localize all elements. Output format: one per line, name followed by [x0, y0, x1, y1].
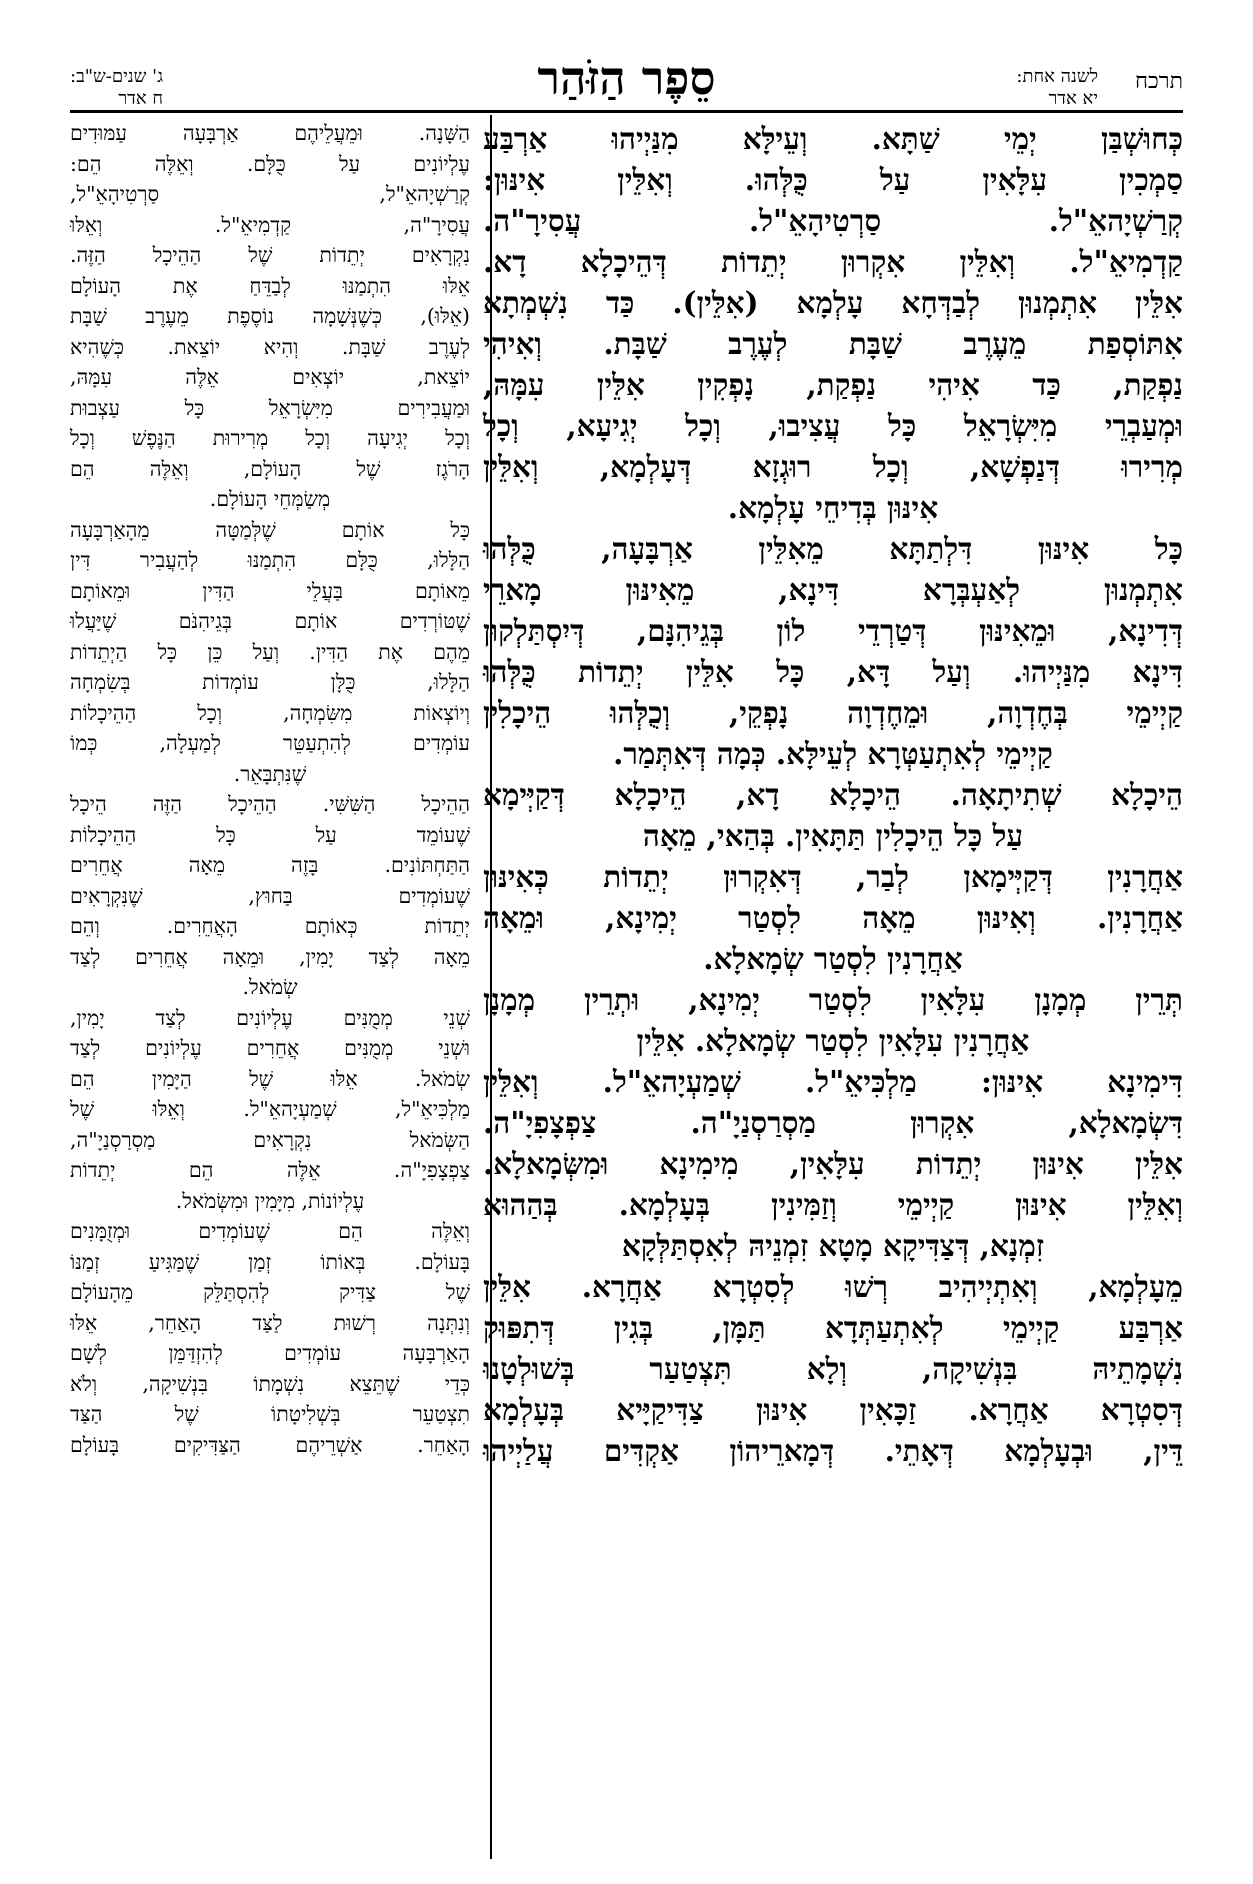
side-line: תִצְטַעֵר בְּשְׁלִיטָתוֹ שֶׁל הַצַּד	[70, 1402, 470, 1426]
header-right-line: לשנה אחת:	[1016, 66, 1098, 87]
main-line: סַמְכִין עִלָּאִין עַל כֻּלְּהוּ. וְאִלֵּין אִינּוּן:	[483, 162, 1183, 197]
side-line: לְעֶרֶב שַׁבָּת. וְהִיא יוֹצֵאת. כְּשֶׁהִיא	[70, 334, 470, 359]
page-header	[70, 52, 1183, 112]
side-line: הַשָּׁנָה. וּמֵעֲלֵיהֶם אַרְבָּעָה עַמּוּדִים	[70, 121, 470, 145]
main-line: אַחֲרָנִין לִסְטַר שְׂמָאלָא.	[703, 941, 963, 976]
side-line: (אֵלּוּ), כְּשֶׁנְּשָׁמָה נוֹסֶפֶת מֵעֶרֶב שַׁבָּת	[70, 304, 470, 328]
side-line: מֵאָה לְצַד יָמִין, וּמֵאָה אֲחֵרִים לְצַד	[70, 944, 470, 969]
header-left-line: ג' שנים-ש"ב:	[70, 66, 164, 87]
side-line: הַלָּלוּ, כֻּלָּם הִתְמַנּוּ לְהַעֲבִיר דִּין	[70, 548, 470, 572]
main-line: דִּימִינָא אִינּוּן: מַלְכִּיאֵ"ל. שְׁמַעְיָהאֵ"ל. וְאִלֵּין	[483, 1064, 1183, 1099]
side-line: אֵלּוּ הִתְמַנּוּ לְבַדֵּחַ אֶת הָעוֹלָם	[70, 273, 470, 298]
side-line: הַשְּׂמֹאל נִקְרָאִים מַסְרַסְנַיָ"ה,	[70, 1127, 470, 1152]
side-line: וְכָל יְגִיעָה וְכָל מְרִירוּת הַנֶּפֶשׁ וְכָל	[70, 426, 470, 450]
header-rule	[70, 110, 1183, 113]
side-line: שֶׁנִּתְבָּאֵר.	[233, 761, 307, 786]
side-line: וּמַעֲבִירִים מִיִּשְׂרָאֵל כָּל עַצְבוּת	[70, 395, 470, 420]
main-line: אַחֲרָנִין. וְאִינּוּן מֵאָה לִסְטַר יְמִינָא, וּמֵאָה	[483, 900, 1183, 935]
hebrew-translation-column	[70, 118, 470, 1460]
main-line: דְּדִינָא, וּמֵאִינּוּן דְּטַרְדֵי לוֹן בְּגֵיהִנָּם, דְּיִסְתַּלְקוּן	[483, 613, 1183, 648]
main-line: אַחֲרָנִין דְּקַיְּימָאן לְבַר, דְּאִקְרוּן יְתֵדוֹת כְּאִינּוּן	[483, 859, 1183, 894]
side-line: כְּדֵי שֶׁתֵּצֵא נִשְׁמָתוֹ בִּנְשִׁיקָה, וְלֹא	[70, 1371, 470, 1396]
side-line: יְתֵדוֹת כְּאוֹתָם הָאֲחֵרִים. וְהֵם	[70, 914, 470, 938]
side-line: שֶׁעוֹמְדִים בַּחוּץ, שֶׁנִּקְרָאִים	[70, 883, 470, 908]
main-line: אַחֲרָנִין עִלָּאִין לִסְטַר שְׂמָאלָא. אִלֵּין	[636, 1023, 1030, 1058]
main-line: זִמְנָא, דְּצַדִּיקָא מָטָא זִמְנֵיהּ לְאִסְתַּלְּקָא	[621, 1228, 1045, 1263]
main-line: קְרַשְׁיָהאֵ"ל. סַרְטִיהָאֵ"ל. עֲסִירָ"ה.	[483, 203, 1183, 238]
main-line: מְרִירוּ דְּנַפְשָׁא, וְכָל רוּגְזָא דְּעָלְמָא, וְאִלֵּין	[483, 449, 1183, 484]
side-line: וּשְׁנֵי מְמֻנִּים אֲחֵרִים עֶלְיוֹנִים לְצַד	[70, 1036, 470, 1060]
main-line: דִּינָא מִנַּיְיהוּ. וְעַל דָּא, כָּל אִלֵּין יְתֵדוֹת כֻּלְּהוּ	[483, 654, 1183, 689]
aramaic-main-column	[483, 118, 1183, 1471]
side-line: הַהֵיכָל הַשִּׁשִּׁי. הַהֵיכָל הַזֶּה הֵיכָל	[70, 792, 470, 816]
main-line: דְּסִטְרָא אַחֲרָא. זַכָּאִין אִינּוּן צַדִּיקַיָּיא בְּעָלְמָא	[483, 1392, 1183, 1427]
main-line: נִשְׁמָתֵיהּ בִּנְשִׁיקָה, וְלָא תִּצְטַעַר בְּשׁוּלְטָנוּ	[483, 1351, 1183, 1386]
header-left-schedule	[70, 66, 163, 110]
main-line: קַיְימֵי בְּחֶדְוָה, וּמֵחֶדְוָה נָפְקֵי, וְכֻלְּהוּ הֵיכָלִין	[483, 695, 1183, 730]
main-line: אִלֵּין אִינּוּן יְתֵדוֹת עִלָּאִין, מִימִינָא וּמִשְּׂמָאלָא.	[483, 1146, 1183, 1181]
side-line: בָּעוֹלָם. בְּאוֹתוֹ זְמַן שֶׁמַּגִּיעַ זְמַנּוֹ	[70, 1249, 470, 1274]
header-left-date: ח אדר	[118, 88, 164, 109]
main-line: וְאִלֵּין אִינּוּן קַיְימֵי וְזַמִּינִין בְּעָלְמָא. בְּהַהוּא	[483, 1187, 1183, 1222]
main-line: נַפְקַת, כַּד אִיהִי נַפְקַת, נָפְקִין אִלֵּין עִמָּהּ,	[483, 367, 1183, 402]
side-line: הַתַּחְתּוֹנִים. בָּזֶה מֵאָה אֲחֵרִים	[70, 853, 470, 877]
main-line: אִתּוֹסְפַת מֵעֶרֶב שַׁבָּת לְעֶרֶב שַׁבָּת. וְאִיהִי	[483, 326, 1183, 361]
main-line: תְּרֵין מְמָנָן עִלָּאִין לִסְטַר יְמִינָא, וּתְרֵין מְמָנָן	[483, 982, 1183, 1017]
main-line: אִינּוּן בְּדִיחֵי עָלְמָא.	[727, 490, 939, 525]
main-line: וּמְעַבְרֵי מִיִּשְׂרָאֵל כָּל עֲצִיבוּ, וְכָל יְגִיעָא, וְכָל	[483, 408, 1183, 443]
side-line: עֶלְיוֹנִים עַל כֻּלָּם. וְאֵלֶּה הֵם:	[70, 151, 470, 176]
side-line: הָרֹגֶז שֶׁל הָעוֹלָם, וְאֵלֶּה הֵם	[70, 456, 470, 481]
side-line: קְרַשְׁיָהאֵ"ל, סַרְטִיהָאֵ"ל,	[70, 182, 470, 206]
side-line: שְׁנֵי מְמֻנִּים עֶלְיוֹנִים לְצַד יָמִין,	[70, 1005, 470, 1030]
side-line: מְשַׂמְּחֵי הָעוֹלָם.	[209, 487, 331, 511]
main-line: קַדְמִיאֵ"ל. וְאִלֵּין אִקְרוּן יְתֵדוֹת דְּהֵיכָלָא דָא.	[483, 244, 1183, 279]
side-line: צַפְצָפִיָ"ה. אֵלֶּה הֵם יְתֵדוֹת	[70, 1158, 470, 1182]
main-line: אִתְמְנוּן לְאַעְבְּרָא דִּינָא, מֵאִינּוּן מָארֵי	[483, 572, 1183, 607]
side-line: שֶׁל צַדִּיק לְהִסְתַּלֵּק מֵהָעוֹלָם	[70, 1280, 470, 1304]
side-line: עֶלְיוֹנוֹת, מִיָּמִין וּמִשְּׂמֹאל.	[175, 1188, 365, 1213]
side-line: וְנִתְּנָה רְשׁוּת לַצַּד הָאַחֵר, אֵלּוּ	[70, 1310, 470, 1335]
side-line: מֵהֶם אֶת הַדִּין. וְעַל כֵּן כָּל הַיְתֵדוֹת	[70, 639, 470, 664]
main-line: כְּחוּשְׁבַּן יְמֵי שַׁתָּא. וְעֵילָּא מִנַּיְיהוּ אַרְבַּע	[483, 121, 1183, 156]
side-line: וְאֵלֶּה הֵם שֶׁעוֹמְדִים וּמְזֻמָּנִים	[70, 1219, 470, 1243]
main-line: מֵעָלְמָא, וְאִתְיְיהִיב רְשׁוּ לְסִטְרָא אַחֲרָא. אִלֵּין	[483, 1269, 1183, 1304]
side-line: וְיוֹצְאוֹת מִשִּׂמְחָה, וְכָל הַהֵיכָלוֹת	[70, 700, 470, 725]
main-line: כָּל אִינּוּן דִּלְתַתָּא מֵאִלֵּין אַרְבָּעָה, כֻּלְּהוּ	[483, 531, 1183, 566]
side-line: מַלְכִּיאֵ"ל, שְׁמַעְיָהאֵ"ל. וְאֵלּוּ שֶׁל	[70, 1097, 470, 1121]
side-line: שֶׁטּוֹרְדִים אוֹתָם בְּגֵיהִנֹּם שֶׁיַּעֲלוּ	[70, 609, 470, 633]
main-line: דִּשְׂמָאלָא, אִקְרוּן מַסְרַסְנַיָ"ה. צַפְצָפִיָ"ה.	[483, 1105, 1183, 1140]
side-line: שֶׁעוֹמֵד עַל כָּל הַהֵיכָלוֹת	[70, 822, 470, 847]
side-line: עֲסִירָ"ה, קַדְמִיאֵ"ל. וְאֵלּוּ	[70, 212, 470, 237]
side-line: הָאַרְבָּעָה עוֹמְדִים לְהִזְדַּמֵּן לְשָׁם	[70, 1341, 470, 1365]
side-line: יוֹצֵאת, יוֹצְאִים אֵלֶּה עִמָּהּ,	[70, 365, 470, 389]
side-line: הָאַחֵר. אַשְׁרֵיהֶם הַצַּדִּיקִים בָּעוֹלָם	[70, 1432, 470, 1457]
main-line: דֵּין, וּבְעָלְמָא דְּאָתֵי. דְּמָארֵיהוֹן אַקְדִּים עֲלַיְיהוּ	[483, 1433, 1183, 1468]
side-line: מֵאוֹתָם בַּעֲלֵי הַדִּין וּמֵאוֹתָם	[70, 578, 470, 603]
main-line: אַרְבַּע קַיְימֵי לְאִתְעַתְּדָא תַּמָּן, בְּגִין דְּתִפּוּק	[483, 1310, 1183, 1345]
side-line: כָּל אוֹתָם שֶׁלְּמַטָּה מֵהָאַרְבָּעָה	[70, 517, 470, 542]
side-line: נִקְרָאִים יְתֵדוֹת שֶׁל הַהֵיכָל הַזֶּה.	[70, 243, 470, 267]
header-right-date: יא אדר	[1048, 88, 1098, 109]
main-line: אִלֵּין אִתְמְנוּן לְבַדְּחָא עָלְמָא (אִלֵּין). כַּד נִשְׁמְתָא	[483, 285, 1183, 320]
side-line: שְׂמֹאל.	[242, 975, 298, 999]
book-title: סֵפֶר הַזֹּהַר	[537, 51, 716, 105]
side-line: עוֹמְדִים לְהִתְעַטֵּר לְמַעְלָה, כְּמוֹ	[70, 731, 470, 755]
column-divider	[490, 115, 492, 1859]
main-line: עַל כָּל הֵיכָלִין תַּתָּאִין. בְּהַאי, מֵאָה	[642, 818, 1024, 853]
side-line: שְׂמֹאל. אֵלּוּ שֶׁל הַיָּמִין הֵם	[70, 1066, 470, 1091]
page-number: תרכח	[1135, 69, 1183, 94]
side-line: הַלָּלוּ, כֻּלָּן עוֹמְדוֹת בְּשִׂמְחָה	[70, 670, 470, 694]
main-line: קַיְימֵי לְאִתְעַטְּרָא לְעֵילָּא. כְּמָה דְּאִתְּמַר.	[613, 736, 1053, 771]
main-line: הֵיכָלָא שְׁתִיתָאָה. הֵיכָלָא דָא, הֵיכָלָא דְּקַיְּימָא	[483, 777, 1183, 812]
